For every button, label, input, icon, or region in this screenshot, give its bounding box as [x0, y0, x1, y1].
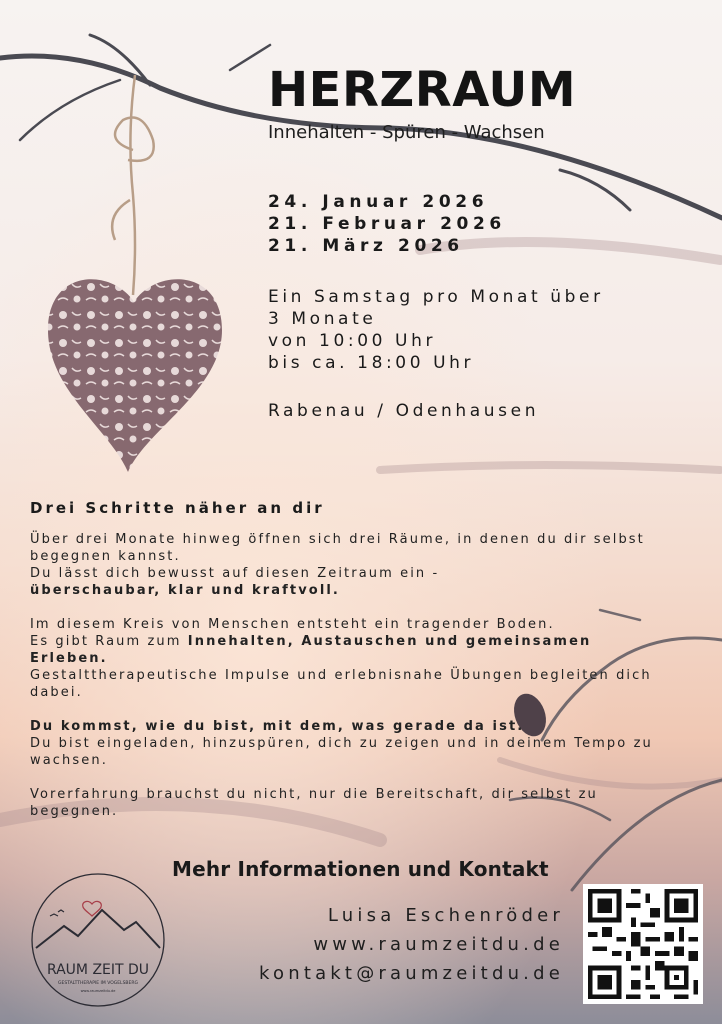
p2-text-3: Gestalttherapeutische Impulse und erlebnisnahe Übungen begleiten dich dabei. — [30, 668, 652, 700]
schedule-info — [268, 286, 604, 374]
p3-text: Du bist eingeladen, hinzuspüren, dich zu zeigen und in deinem Tempo zu wachsen. — [30, 736, 653, 768]
email-link[interactable]: kontakt@raumzeitdu.de — [259, 963, 564, 984]
p2-emphasis: Innehalten, Austauschen und gemeinsamen Erleben. — [30, 634, 592, 666]
description-text — [30, 531, 670, 837]
raum-zeit-du-logo — [28, 870, 168, 1010]
p3-emphasis: Du kommst, wie du bist, mit dem, was gerade da ist. — [30, 719, 525, 734]
p1-emphasis: überschaubar, klar und kraftvoll. — [30, 583, 340, 598]
logo-tagline: GESTALTTHERAPIE IM VOGELSBERG — [58, 981, 138, 986]
date-list — [268, 191, 506, 257]
logo-name: RAUM ZEIT DU — [46, 962, 150, 978]
p1-text: Über drei Monate hinweg öffnen sich drei Räume, in denen du dir selbst begegnen kannst. — [30, 532, 645, 564]
p2-text-2: Es gibt Raum zum — [30, 634, 188, 649]
schedule-line: bis ca. 18:00 Uhr — [268, 353, 475, 373]
page-subtitle: Innehalten - Spüren - Wachsen — [268, 122, 545, 143]
p1-text-2: Du lässt dich bewusst auf diesen Zeitraum ein - — [30, 566, 440, 581]
qr-code[interactable] — [583, 884, 703, 1004]
date-item: 21. Februar 2026 — [268, 214, 506, 234]
date-item: 24. Januar 2026 — [268, 192, 489, 212]
page-title: HERZRAUM — [268, 62, 577, 118]
paragraph-4: Vorerfahrung brauchst du nicht, nur die Bereitschaft, dir selbst zu begegnen. — [30, 787, 598, 819]
p2-text: Im diesem Kreis von Menschen entsteht ein tragender Boden. — [30, 617, 555, 632]
schedule-line: Ein Samstag pro Monat über — [268, 287, 604, 307]
website-link[interactable]: www.raumzeitdu.de — [313, 934, 564, 955]
location: Rabenau / Odenhausen — [268, 401, 540, 421]
paragraph-2 — [30, 616, 670, 701]
schedule-line: 3 Monate — [268, 309, 377, 329]
paragraph-3 — [30, 718, 670, 769]
contact-name: Luisa Eschenröder — [327, 905, 564, 926]
date-item: 21. März 2026 — [268, 236, 464, 256]
logo-url: www.raumzeitdu.de — [80, 989, 116, 993]
section-heading: Drei Schritte näher an dir — [30, 499, 325, 517]
paragraph-1 — [30, 531, 670, 599]
schedule-line: von 10:00 Uhr — [268, 331, 437, 351]
contact-heading: Mehr Informationen und Kontakt — [172, 857, 549, 881]
